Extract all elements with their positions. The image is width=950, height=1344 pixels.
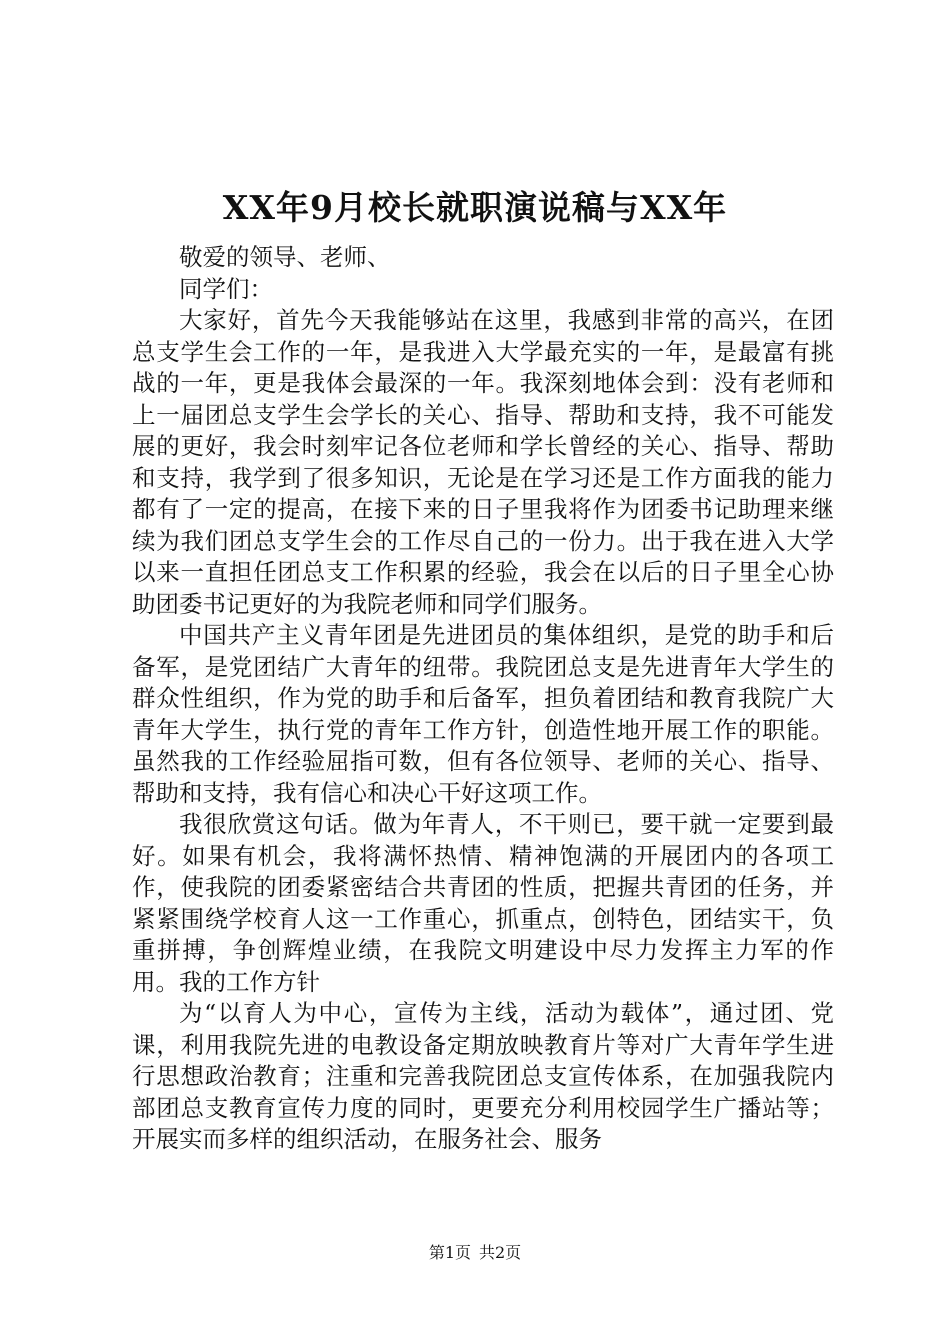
paragraph-1: 大家好，首先今天我能够站在这里，我感到非常的高兴，在团总支学生会工作的一年，是我进入大学最充实的一年，是最富有挑战的一年，更是我体会最深的一年。我深刻地体会到：没有老师和上一届团总支学生会学长的关心、指导、帮助和支持，我不可能发展的更好，我会时刻牢记各位老师和学长曾经的关心、指导、帮助和支持，我学到了很多知识，无论是在学习还是工作方面我的能力都有了一定的提高，在接下来的日子里我将作为团委书记助理来继续为我们团总支学生会的工作尽自己的一份力。出于我在进入大学以来一直担任团总支工作积累的经验，我会在以后的日子里全心协助团委书记更好的为我院老师和同学们服务。 [132,306,834,618]
paragraph-4: 为“以育人为中心，宣传为主线，活动为载体”，通过团、党课，利用我院先进的电教设备定期放映教育片等对广大青年学生进行思想政治教育；注重和完善我院团总支宣传体系，在加强我院内部团总支教育宣传力度的同时，更要充分利用校园学生广播站等；开展实而多样的组织活动，在服务社会、服务 [132,999,834,1153]
document-body [132,242,834,1156]
salutation-line-1: 敬爱的领导、老师、 [179,243,391,271]
page-total: 共2页 [479,1243,522,1262]
document-title: XX年9月校长就职演说稿与XX年 [222,188,728,227]
paragraph-3: 我很欣赏这句话。做为年青人，不干则已，要干就一定要到最好。如果有机会，我将满怀热情、精神饱满的开展团内的各项工作，使我院的团委紧密结合共青团的性质，把握共青团的任务，并紧紧围绕学校育人这一工作重心，抓重点，创特色，团结实干，负重拼搏，争创辉煌业绩，在我院文明建设中尽力发挥主力军的作用。我的工作方针 [132,810,834,996]
paragraph-2: 中国共产主义青年团是先进团员的集体组织，是党的助手和后备军，是党团结广大青年的纽带。我院团总支是先进青年大学生的群众性组织，作为党的助手和后备军，担负着团结和教育我院广大青年大学生，执行党的青年工作方针，创造性地开展工作的职能。虽然我的工作经验屈指可数，但有各位领导、老师的关心、指导、帮助和支持，我有信心和决心干好这项工作。 [132,621,834,807]
salutation-line-2: 同学们： [179,274,273,303]
page-number: 第1页 [428,1243,471,1262]
page-footer [0,1242,950,1264]
